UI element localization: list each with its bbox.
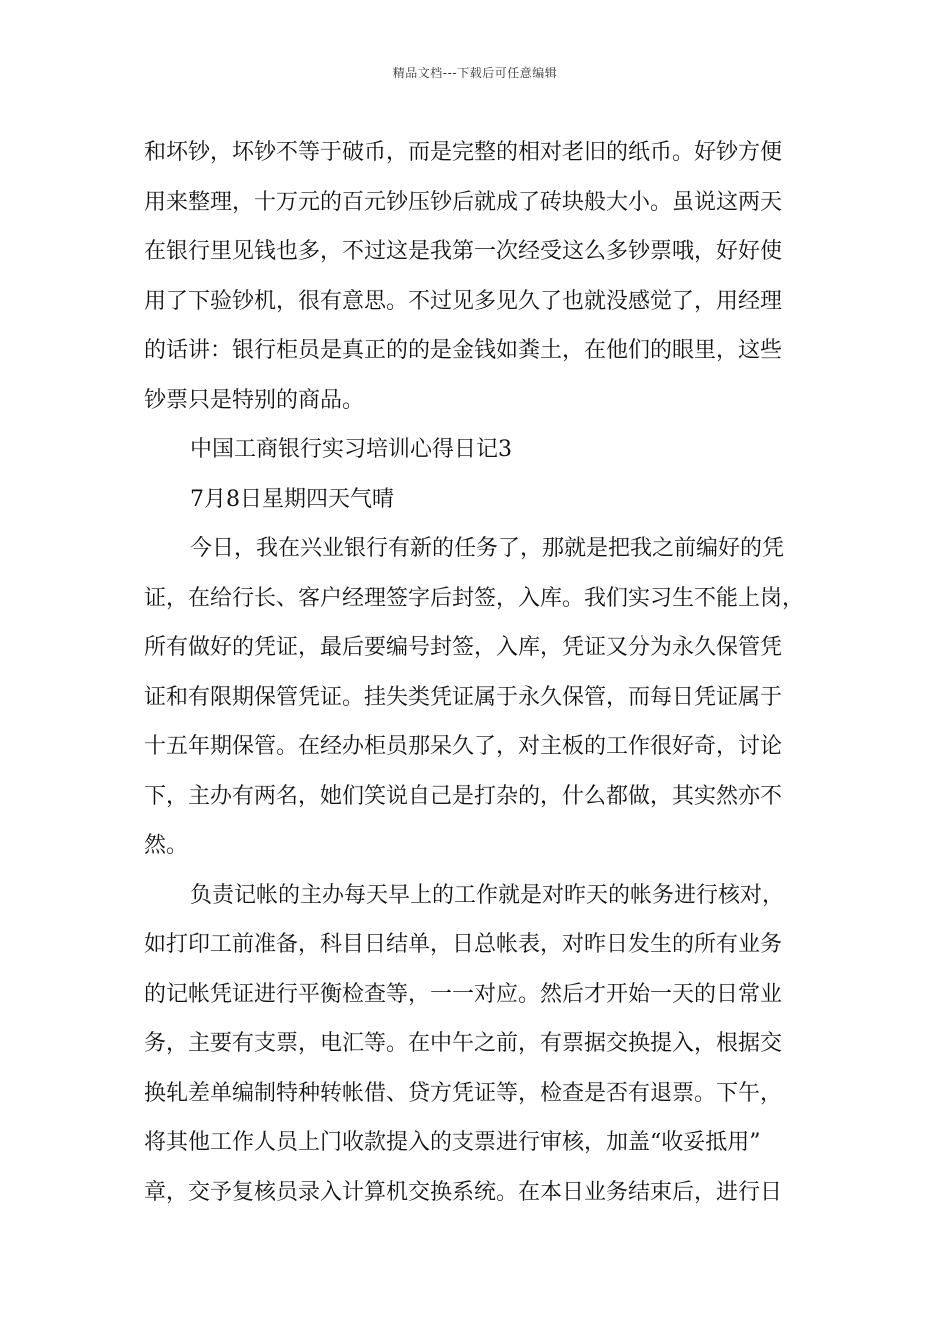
paragraph-line: 的话讲：银行柜员是真正的的是金钱如粪土，在他们的眼里，这些 [144,338,783,363]
paragraph-line: 的记帐凭证进行平衡检查等，一一对应。然后才开始一天的日常业 [144,981,783,1007]
paragraph-line: 负责记帐的主办每天早上的工作就是对昨天的帐务进行核对， [190,882,785,908]
section-title: 中国工商银行实习培训心得日记3 [190,437,512,462]
paragraph-line: 将其他工作人员上门收款提入的支票进行审核，加盖“收妥抵用” [144,1130,761,1155]
paragraph-line: 十五年期保管。在经办柜员那呆久了，对主板的工作很好奇，讨论 [144,734,783,759]
paragraph-line: 如打印工前准备，科目日结单，日总帐表，对昨日发生的所有业务 [144,932,783,957]
paragraph-line: 在银行里见钱也多，不过这是我第一次经受这么多钞票哦，好好使 [144,239,783,264]
paragraph-line: 证，在给行长、客户经理签字后封签，入库。我们实习生不能上岗， [144,585,805,611]
paragraph-line: 然。 [144,833,189,858]
paragraph-line: 今日，我在兴业银行有新的任务了，那就是把我之前编好的凭 [190,536,785,561]
paragraph-line: 换轧差单编制特种转帐借、贷方凭证等，检查是否有退票。下午， [144,1080,783,1106]
diary-date-line: 7月8日星期四天气晴 [190,486,394,512]
paragraph-line: 下，主办有两名，她们笑说自己是打杂的，什么都做，其实然亦不 [144,783,783,809]
paragraph-line: 钞票只是特别的商品。 [144,387,365,413]
paragraph-line: 所有做好的凭证，最后要编号封签，入库，凭证又分为永久保管凭 [144,635,783,660]
document-body [144,128,814,1217]
paragraph-line: 证和有限期保管凭证。挂失类凭证属于永久保管，而每日凭证属于 [144,684,783,710]
paragraph-line: 务，主要有支票，电汇等。在中午之前，有票据交换提入，根据交 [144,1031,783,1056]
page-header: 精品文档---下载后可任意编辑 [392,66,558,80]
paragraph-line: 和坏钞，坏钞不等于破币，而是完整的相对老旧的纸币。好钞方便 [144,140,783,165]
paragraph-line: 章，交予复核员录入计算机交换系统。在本日业务结束后，进行日 [144,1179,783,1205]
paragraph-line: 用了下验钞机，很有意思。不过见多见久了也就没感觉了，用经理 [144,288,783,314]
paragraph-line: 用来整理，十万元的百元钞压钞后就成了砖块般大小。虽说这两天 [144,189,783,215]
